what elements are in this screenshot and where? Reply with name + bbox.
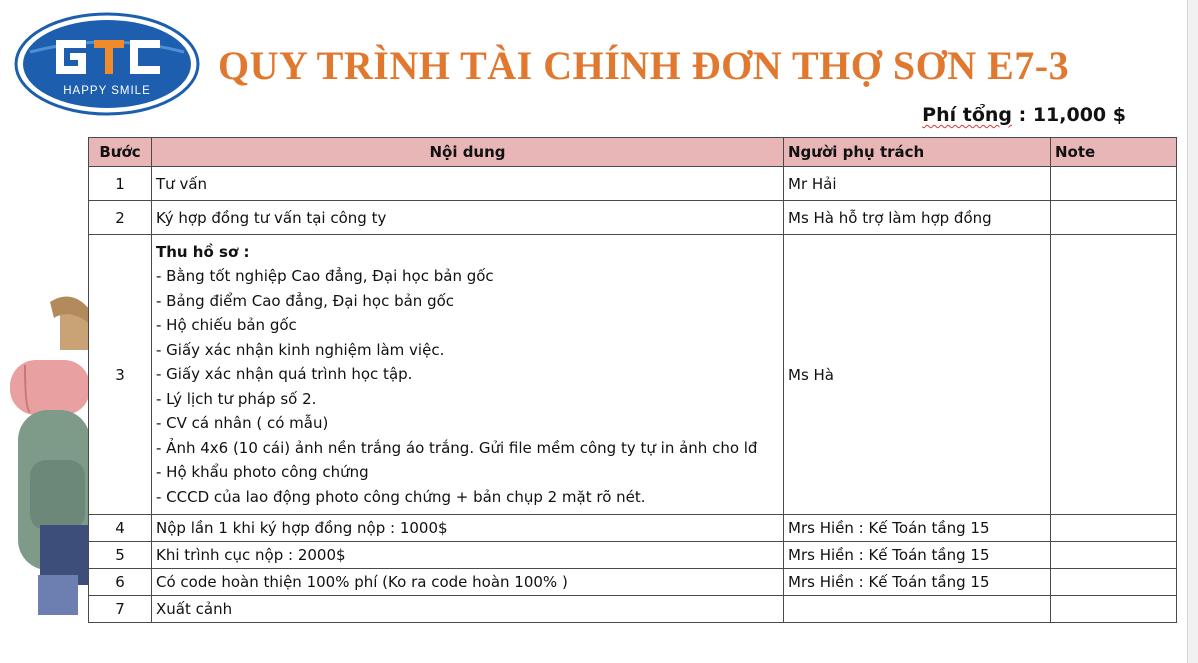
list-item: - Giấy xác nhận quá trình học tập. bbox=[156, 365, 413, 383]
step-cell: 1 bbox=[89, 167, 152, 201]
list-item: - Ảnh 4x6 (10 cái) ảnh nền trắng áo trắng. Gửi file mềm công ty tự in ảnh cho lđ bbox=[156, 438, 758, 457]
content-cell: Tư vấn bbox=[152, 167, 784, 201]
content-cell: Ký hợp đồng tư vấn tại công ty bbox=[152, 201, 784, 235]
total-fee bbox=[922, 104, 1126, 126]
table-row bbox=[89, 235, 1177, 515]
table-row bbox=[89, 596, 1177, 623]
page-title: QUY TRÌNH TÀI CHÍNH ĐƠN THỢ SƠN E7-3 bbox=[218, 43, 1070, 88]
note-cell bbox=[1051, 542, 1177, 569]
step-cell: 6 bbox=[89, 569, 152, 596]
owner-cell: Mr Hải bbox=[784, 167, 1051, 201]
documents-heading: Thu hồ sơ : bbox=[156, 243, 250, 261]
content-cell: Nộp lần 1 khi ký hợp đồng nộp : 1000$ bbox=[152, 515, 784, 542]
table-header-row bbox=[89, 138, 1177, 167]
column-header-note: Note bbox=[1051, 138, 1177, 167]
gtc-logo bbox=[14, 12, 200, 116]
owner-cell: Ms Hà hỗ trợ làm hợp đồng bbox=[784, 201, 1051, 235]
step-cell: 4 bbox=[89, 515, 152, 542]
list-item: - Hộ khẩu photo công chứng bbox=[156, 463, 369, 481]
owner-cell: Mrs Hiền : Kế Toán tầng 15 bbox=[784, 569, 1051, 596]
owner-cell: Mrs Hiền : Kế Toán tầng 15 bbox=[784, 515, 1051, 542]
column-header-owner: Người phụ trách bbox=[784, 138, 1051, 167]
step-cell: 7 bbox=[89, 596, 152, 623]
list-item: - CCCD của lao động photo công chứng + bản chụp 2 mặt rõ nét. bbox=[156, 487, 646, 506]
list-item: - Giấy xác nhận kinh nghiệm làm việc. bbox=[156, 340, 445, 359]
content-cell: Có code hoàn thiện 100% phí (Ko ra code hoàn 100% ) bbox=[152, 569, 784, 596]
note-cell bbox=[1051, 569, 1177, 596]
content-cell: Xuất cảnh bbox=[152, 596, 784, 623]
fee-label: Phí tổng bbox=[922, 104, 1012, 126]
finance-process-table bbox=[88, 137, 1177, 623]
note-cell bbox=[1051, 235, 1177, 515]
list-item: - Lý lịch tư pháp số 2. bbox=[156, 389, 317, 408]
note-cell bbox=[1051, 167, 1177, 201]
svg-text:HAPPY SMILE: HAPPY SMILE bbox=[63, 85, 151, 97]
step-cell: 3 bbox=[89, 235, 152, 515]
documents-list bbox=[156, 264, 779, 509]
content-cell bbox=[152, 235, 784, 515]
list-item: - Bảng điểm Cao đẳng, Đại học bản gốc bbox=[156, 291, 455, 310]
window-edge bbox=[1187, 0, 1198, 663]
step-cell: 2 bbox=[89, 201, 152, 235]
list-item: - CV cá nhân ( có mẫu) bbox=[156, 414, 329, 432]
table-row bbox=[89, 569, 1177, 596]
owner-cell bbox=[784, 596, 1051, 623]
backpacker-illustration bbox=[0, 290, 90, 630]
list-item: - Bằng tốt nghiệp Cao đẳng, Đại học bản gốc bbox=[156, 267, 494, 285]
owner-cell: Ms Hà bbox=[784, 235, 1051, 515]
content-cell: Khi trình cục nộp : 2000$ bbox=[152, 542, 784, 569]
step-cell: 5 bbox=[89, 542, 152, 569]
column-header-step: Bước bbox=[89, 138, 152, 167]
table-row bbox=[89, 515, 1177, 542]
table-row bbox=[89, 201, 1177, 235]
note-cell bbox=[1051, 596, 1177, 623]
note-cell bbox=[1051, 515, 1177, 542]
list-item: - Hộ chiếu bản gốc bbox=[156, 316, 297, 334]
owner-cell: Mrs Hiền : Kế Toán tầng 15 bbox=[784, 542, 1051, 569]
table-row bbox=[89, 167, 1177, 201]
column-header-content: Nội dung bbox=[152, 138, 784, 167]
fee-value: : 11,000 $ bbox=[1018, 104, 1126, 126]
table-row bbox=[89, 542, 1177, 569]
note-cell bbox=[1051, 201, 1177, 235]
